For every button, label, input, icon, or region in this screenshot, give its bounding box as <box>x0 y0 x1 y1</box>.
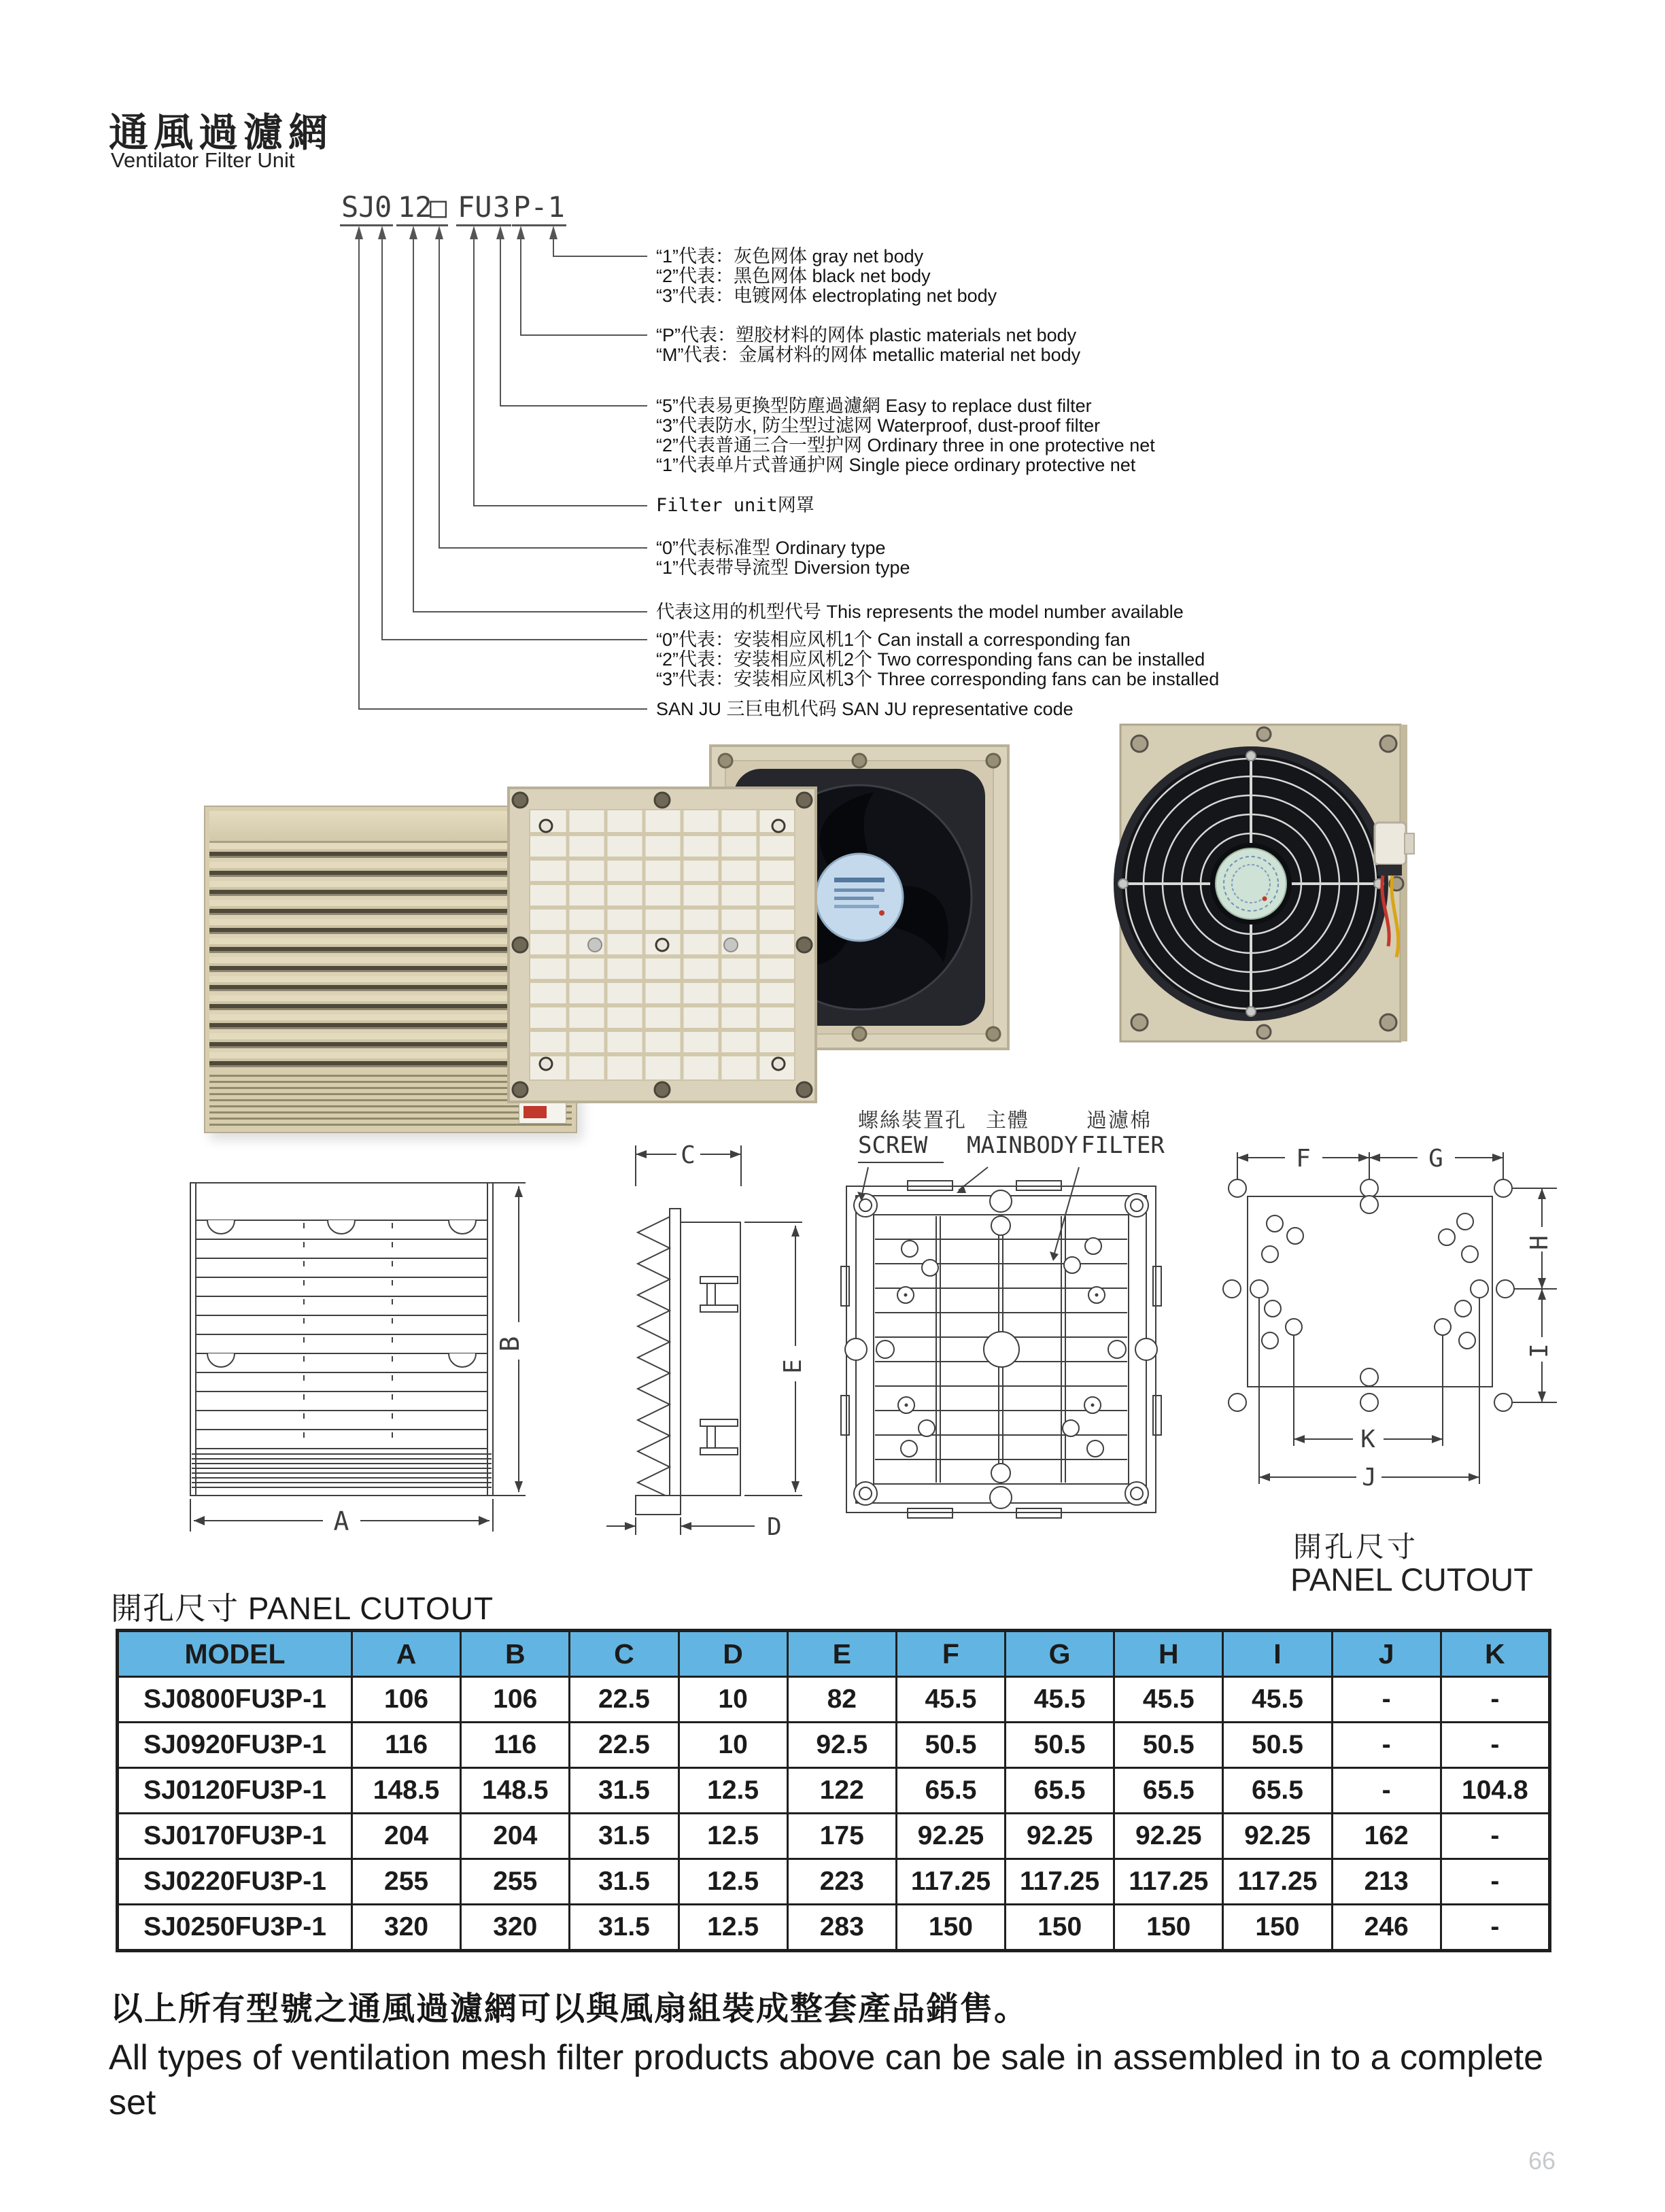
dim-cell: 175 <box>787 1814 896 1859</box>
col-header: C <box>570 1631 679 1677</box>
dim-cell: 92.25 <box>1223 1814 1332 1859</box>
dim-cell: 117.25 <box>896 1859 1005 1905</box>
footer-note-en: All types of ventilation mesh filter products above can be sale in assembled in to a complete set <box>109 2038 1544 2122</box>
model-cell: SJ0800FU3P-1 <box>118 1677 352 1723</box>
col-header: F <box>896 1631 1005 1677</box>
dim-cell: 148.5 <box>461 1768 570 1814</box>
model-code-segment: □ <box>428 193 448 226</box>
dim-cell: 213 <box>1332 1859 1441 1905</box>
brand-mark <box>523 1106 547 1118</box>
dim-cell: 31.5 <box>570 1768 679 1814</box>
page-number: 66 <box>1528 2147 1556 2175</box>
filter-label: FILTER <box>1081 1132 1165 1159</box>
col-header: MODEL <box>118 1631 352 1677</box>
model-code-segment: 0 <box>373 193 393 226</box>
dim-label-c: C <box>681 1141 696 1169</box>
dim-cell: 45.5 <box>1223 1677 1332 1723</box>
page-subtitle: Ventilator Filter Unit <box>111 148 295 172</box>
footer-note-zh: 以上所有型號之通風過濾網可以與風扇組裝成整套產品銷售。 <box>110 1991 1029 2027</box>
callout-line: “1”代表：灰色网体 gray net body <box>656 246 924 266</box>
model-code-segment: FU <box>456 193 494 226</box>
dim-label-i: I <box>1526 1343 1554 1358</box>
callout-line: “3”代表：电镀网体 electroplating net body <box>656 286 997 306</box>
dim-cell: - <box>1332 1768 1441 1814</box>
mainbody-label: MAINBODY <box>967 1132 1078 1159</box>
col-header: H <box>1114 1631 1223 1677</box>
dim-cell: 116 <box>352 1723 461 1768</box>
dim-label-k: K <box>1360 1425 1375 1453</box>
mainbody-label-zh: 主體 <box>986 1109 1029 1132</box>
dim-cell: - <box>1441 1905 1549 1951</box>
table-row <box>118 1723 1550 1768</box>
callout-line: “0”代表：安装相应风机1个 Can install a corresponding fan <box>656 629 1131 650</box>
callout-line: “1”代表带导流型 Diversion type <box>656 557 910 578</box>
dim-cell: - <box>1441 1723 1549 1768</box>
callout-line: “0”代表标准型 Ordinary type <box>656 538 886 558</box>
dim-cell: 148.5 <box>352 1768 461 1814</box>
dim-cell: 223 <box>787 1859 896 1905</box>
dim-cell: 255 <box>352 1859 461 1905</box>
callout-line: “M”代表：金属材料的网体 metallic material net body <box>656 345 1081 365</box>
dim-label-a: A <box>333 1506 349 1536</box>
dim-cell: 92.25 <box>1114 1814 1223 1859</box>
power-connector <box>1375 823 1406 865</box>
dim-cell: 92.5 <box>787 1723 896 1768</box>
dim-cell: 31.5 <box>570 1859 679 1905</box>
dim-label-f: F <box>1296 1145 1311 1173</box>
model-cell: SJ0170FU3P-1 <box>118 1814 352 1859</box>
table-row <box>118 1814 1550 1859</box>
table-row <box>118 1768 1550 1814</box>
callout-line: SAN JU 三巨电机代码 SAN JU representative code <box>656 699 1074 719</box>
model-cell: SJ0250FU3P-1 <box>118 1905 352 1951</box>
dim-cell: 50.5 <box>1114 1723 1223 1768</box>
dim-label-b: B <box>495 1336 525 1352</box>
dim-cell: - <box>1441 1677 1549 1723</box>
dim-cell: 82 <box>787 1677 896 1723</box>
side-view-drawing <box>598 1115 836 1540</box>
col-header: G <box>1006 1631 1114 1677</box>
callout-line: “2”代表：安装相应风机2个 Two corresponding fans can be installed <box>656 649 1205 670</box>
dim-cell: 45.5 <box>1006 1677 1114 1723</box>
dim-cell: 92.25 <box>1006 1814 1114 1859</box>
dim-cell: 117.25 <box>1114 1859 1223 1905</box>
dim-cell: 50.5 <box>1006 1723 1114 1768</box>
dim-cell: 12.5 <box>679 1905 787 1951</box>
col-header: B <box>461 1631 570 1677</box>
fan-label <box>1216 848 1286 919</box>
dim-cell: 31.5 <box>570 1814 679 1859</box>
dim-cell: 122 <box>787 1768 896 1814</box>
callout-line: “P”代表：塑胶材料的网体 plastic materials net body <box>656 325 1077 345</box>
dim-cell: 12.5 <box>679 1768 787 1814</box>
col-header: J <box>1332 1631 1441 1677</box>
fan-unit-photo <box>1108 721 1418 1047</box>
dim-cell: - <box>1441 1814 1549 1859</box>
panel-cutout-caption-en: PANEL CUTOUT <box>1290 1561 1533 1597</box>
callout-line: “2”代表普通三合一型护网 Ordinary three in one protective net <box>656 435 1155 455</box>
table-row <box>118 1859 1550 1905</box>
dim-cell: 283 <box>787 1905 896 1951</box>
dim-cell: 255 <box>461 1859 570 1905</box>
dim-cell: 31.5 <box>570 1905 679 1951</box>
model-code-segment: 3 <box>492 193 511 226</box>
model-code-segment: 12 <box>396 193 434 226</box>
dim-cell: 10 <box>679 1677 787 1723</box>
dim-cell: 65.5 <box>1223 1768 1332 1814</box>
dim-cell: 50.5 <box>896 1723 1005 1768</box>
panel-cutout-caption-zh: 開孔尺寸 <box>1293 1531 1419 1563</box>
dim-cell: 204 <box>352 1814 461 1859</box>
dim-cell: 150 <box>1114 1905 1223 1951</box>
dim-cell: 10 <box>679 1723 787 1768</box>
col-header: I <box>1223 1631 1332 1677</box>
dim-label-j: J <box>1362 1464 1377 1491</box>
dim-cell: 162 <box>1332 1814 1441 1859</box>
screw-label-zh: 螺絲裝置孔 <box>858 1109 967 1132</box>
dim-cell: 65.5 <box>896 1768 1005 1814</box>
col-header: D <box>679 1631 787 1677</box>
table-title <box>111 1584 494 1629</box>
dim-cell: 150 <box>1006 1905 1114 1951</box>
callout-line: Filter unit网罩 <box>656 495 814 516</box>
dim-cell: 65.5 <box>1114 1768 1223 1814</box>
dim-cell: - <box>1332 1723 1441 1768</box>
callout-line: “1”代表单片式普通护网 Single piece ordinary protective net <box>656 455 1136 475</box>
dim-cell: 150 <box>1223 1905 1332 1951</box>
dim-cell: 117.25 <box>1006 1859 1114 1905</box>
dim-cell: 12.5 <box>679 1814 787 1859</box>
dim-cell: 50.5 <box>1223 1723 1332 1768</box>
table-row <box>118 1905 1550 1951</box>
brand-label <box>519 1102 566 1124</box>
model-code-segment: P-1 <box>512 193 566 226</box>
front-view-drawing <box>153 1166 540 1553</box>
dim-cell: 320 <box>461 1905 570 1951</box>
callout-line: “5”代表易更換型防塵過濾網 Easy to replace dust filter <box>656 396 1092 416</box>
callout-line: “3”代表：安装相应风机3个 Three corresponding fans can be installed <box>656 669 1220 689</box>
mainbody-drawing <box>819 1098 1173 1540</box>
dim-cell: 22.5 <box>570 1723 679 1768</box>
dim-label-d: D <box>767 1513 782 1540</box>
exploded-assembly-photo <box>507 744 1013 1105</box>
page-title: 通風過濾網 <box>109 111 334 155</box>
callout-line: “2”代表：黑色网体 black net body <box>656 266 931 286</box>
dim-label-g: G <box>1428 1145 1443 1173</box>
col-header: A <box>352 1631 461 1677</box>
col-header: E <box>787 1631 896 1677</box>
dim-label-h: H <box>1526 1235 1554 1250</box>
dim-cell: 106 <box>352 1677 461 1723</box>
dim-cell: 45.5 <box>1114 1677 1223 1723</box>
dim-cell: - <box>1441 1859 1549 1905</box>
model-cell: SJ0120FU3P-1 <box>118 1768 352 1814</box>
dim-cell: 65.5 <box>1006 1768 1114 1814</box>
dim-cell: 117.25 <box>1223 1859 1332 1905</box>
callout-line: “3”代表防水, 防尘型过滤网 Waterproof, dust-proof filter <box>656 415 1101 436</box>
dim-cell: 204 <box>461 1814 570 1859</box>
model-cell: SJ0920FU3P-1 <box>118 1723 352 1768</box>
dim-cell: 116 <box>461 1723 570 1768</box>
col-header: K <box>1441 1631 1549 1677</box>
dim-cell: 22.5 <box>570 1677 679 1723</box>
panel-cutout-drawing <box>1197 1118 1581 1526</box>
dim-cell: 150 <box>896 1905 1005 1951</box>
screw-label: SCREW <box>858 1132 944 1163</box>
model-cell: SJ0220FU3P-1 <box>118 1859 352 1905</box>
dim-cell: 320 <box>352 1905 461 1951</box>
dim-cell: 106 <box>461 1677 570 1723</box>
table-title-zh: 開孔尺寸 <box>111 1591 239 1626</box>
table-title-en: PANEL CUTOUT <box>247 1591 494 1626</box>
dim-cell: 246 <box>1332 1905 1441 1951</box>
panel-cutout-table <box>116 1629 1551 1952</box>
dim-cell: 92.25 <box>896 1814 1005 1859</box>
callout-line: 代表这用的机型代号 This represents the model number available <box>656 602 1184 622</box>
dim-cell: 45.5 <box>896 1677 1005 1723</box>
dim-cell: 12.5 <box>679 1859 787 1905</box>
model-code-segment: SJ <box>340 193 377 226</box>
table-row <box>118 1677 1550 1723</box>
dim-cell: 104.8 <box>1441 1768 1549 1814</box>
dim-cell: - <box>1332 1677 1441 1723</box>
filter-label-zh: 過濾棉 <box>1086 1109 1152 1132</box>
dim-label-e: E <box>779 1359 807 1374</box>
table-header-row <box>118 1631 1550 1677</box>
